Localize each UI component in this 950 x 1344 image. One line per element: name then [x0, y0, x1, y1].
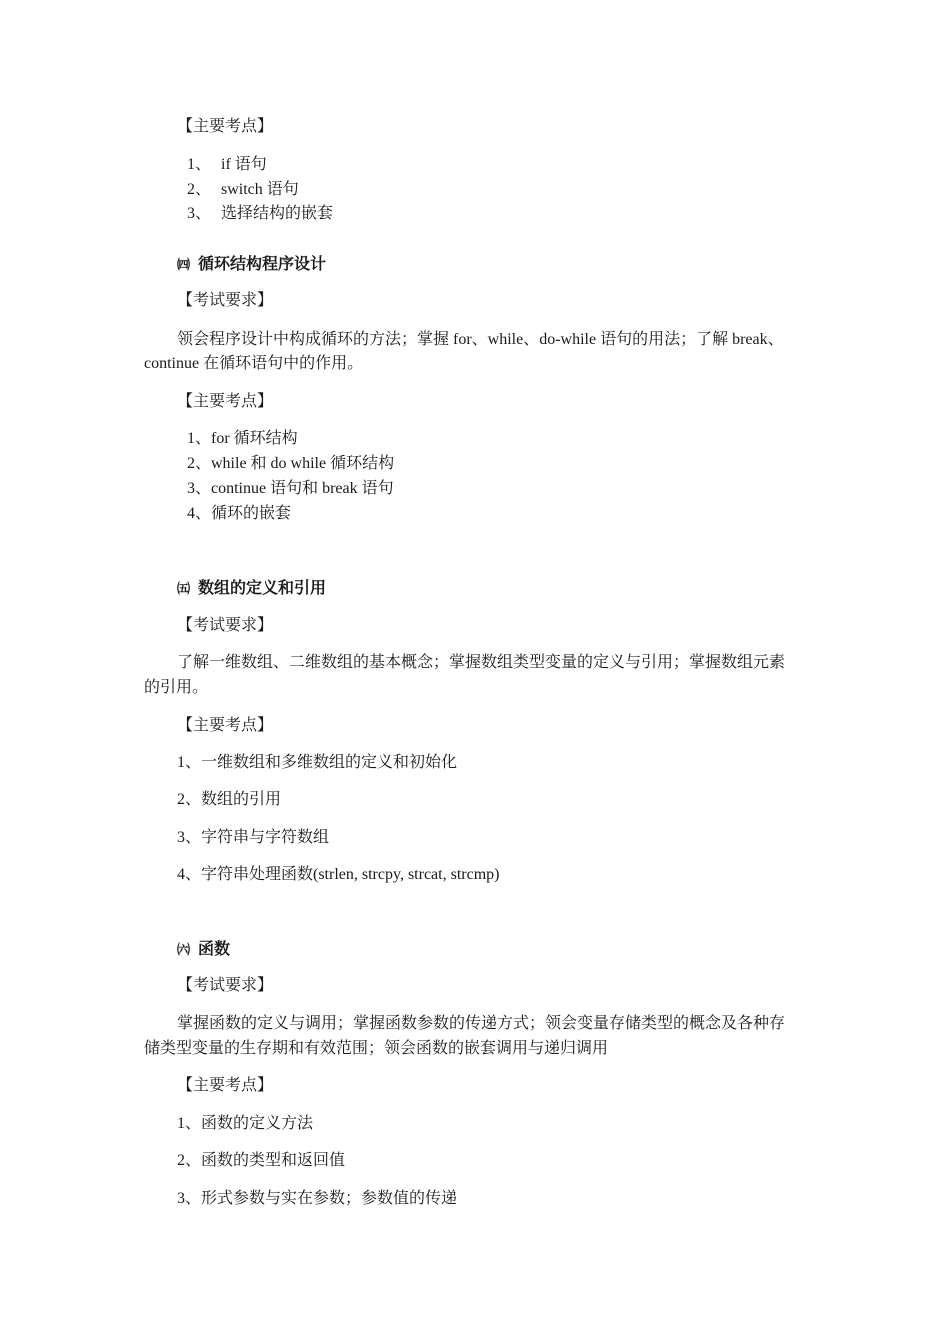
section6-requirements-line-2: 储类型变量的生存期和有效范围；领会函数的嵌套调用与递归调用 — [144, 1040, 609, 1057]
section3-point-1 — [187, 155, 267, 175]
section5-point-3: 3、字符串与字符数组 — [177, 829, 330, 846]
section4-heading — [177, 255, 326, 275]
section4-point-4: 4、循环的嵌套 — [187, 505, 292, 522]
section3-points-label: 【主要考点】 — [177, 118, 274, 135]
section5-requirements-line-1: 了解一维数组、二维数组的基本概念；掌握数组类型变量的定义与引用；掌握数组元素 — [177, 654, 786, 671]
section6-number: ㈥ — [177, 942, 191, 957]
section4-requirements-label: 【考试要求】 — [177, 292, 274, 309]
section6-points-label: 【主要考点】 — [177, 1077, 274, 1094]
point-number: 3、 — [187, 205, 212, 222]
point-number: 1、 — [187, 156, 212, 173]
section3-point-2 — [187, 180, 299, 200]
section6-requirements-label: 【考试要求】 — [177, 977, 274, 994]
section4-point-2: 2、while 和 do while 循环结构 — [187, 455, 395, 472]
point-text: if 语句 — [221, 156, 267, 173]
section4-point-1: 1、for 循环结构 — [187, 430, 298, 447]
section5-points-label: 【主要考点】 — [177, 717, 274, 734]
point-text: 选择结构的嵌套 — [221, 205, 334, 222]
section6-point-3: 3、形式参数与实在参数；参数值的传递 — [177, 1190, 458, 1207]
section6-point-1: 1、函数的定义方法 — [177, 1115, 314, 1132]
point-number: 2、 — [187, 181, 212, 198]
section5-point-2: 2、数组的引用 — [177, 791, 282, 808]
section6-title: 函数 — [198, 941, 231, 958]
section4-point-3: 3、continue 语句和 break 语句 — [187, 480, 394, 497]
section4-points-label: 【主要考点】 — [177, 393, 274, 410]
section4-title: 循环结构程序设计 — [198, 256, 327, 273]
section5-number: ㈤ — [177, 581, 191, 596]
point-text: switch 语句 — [221, 181, 299, 198]
section3-point-3 — [187, 204, 333, 224]
section5-point-4: 4、字符串处理函数(strlen, strcpy, strcat, strcmp) — [177, 866, 500, 883]
section6-point-2: 2、函数的类型和返回值 — [177, 1152, 346, 1169]
section5-requirements-label: 【考试要求】 — [177, 617, 274, 634]
section6-heading — [177, 940, 230, 960]
section4-requirements-line-1: 领会程序设计中构成循环的方法；掌握 for、while、do-while 语句的用法；了解 break、 — [177, 331, 784, 348]
section5-title: 数组的定义和引用 — [198, 580, 327, 597]
section6-requirements-line-1: 掌握函数的定义与调用；掌握函数参数的传递方式；领会变量存储类型的概念及各种存 — [177, 1015, 786, 1032]
section5-requirements-line-2: 的引用。 — [144, 679, 209, 696]
section4-requirements-line-2: continue 在循环语句中的作用。 — [144, 355, 364, 372]
section5-heading — [177, 579, 326, 599]
section4-number: ㈣ — [177, 257, 191, 272]
section5-point-1: 1、一维数组和多维数组的定义和初始化 — [177, 754, 458, 771]
